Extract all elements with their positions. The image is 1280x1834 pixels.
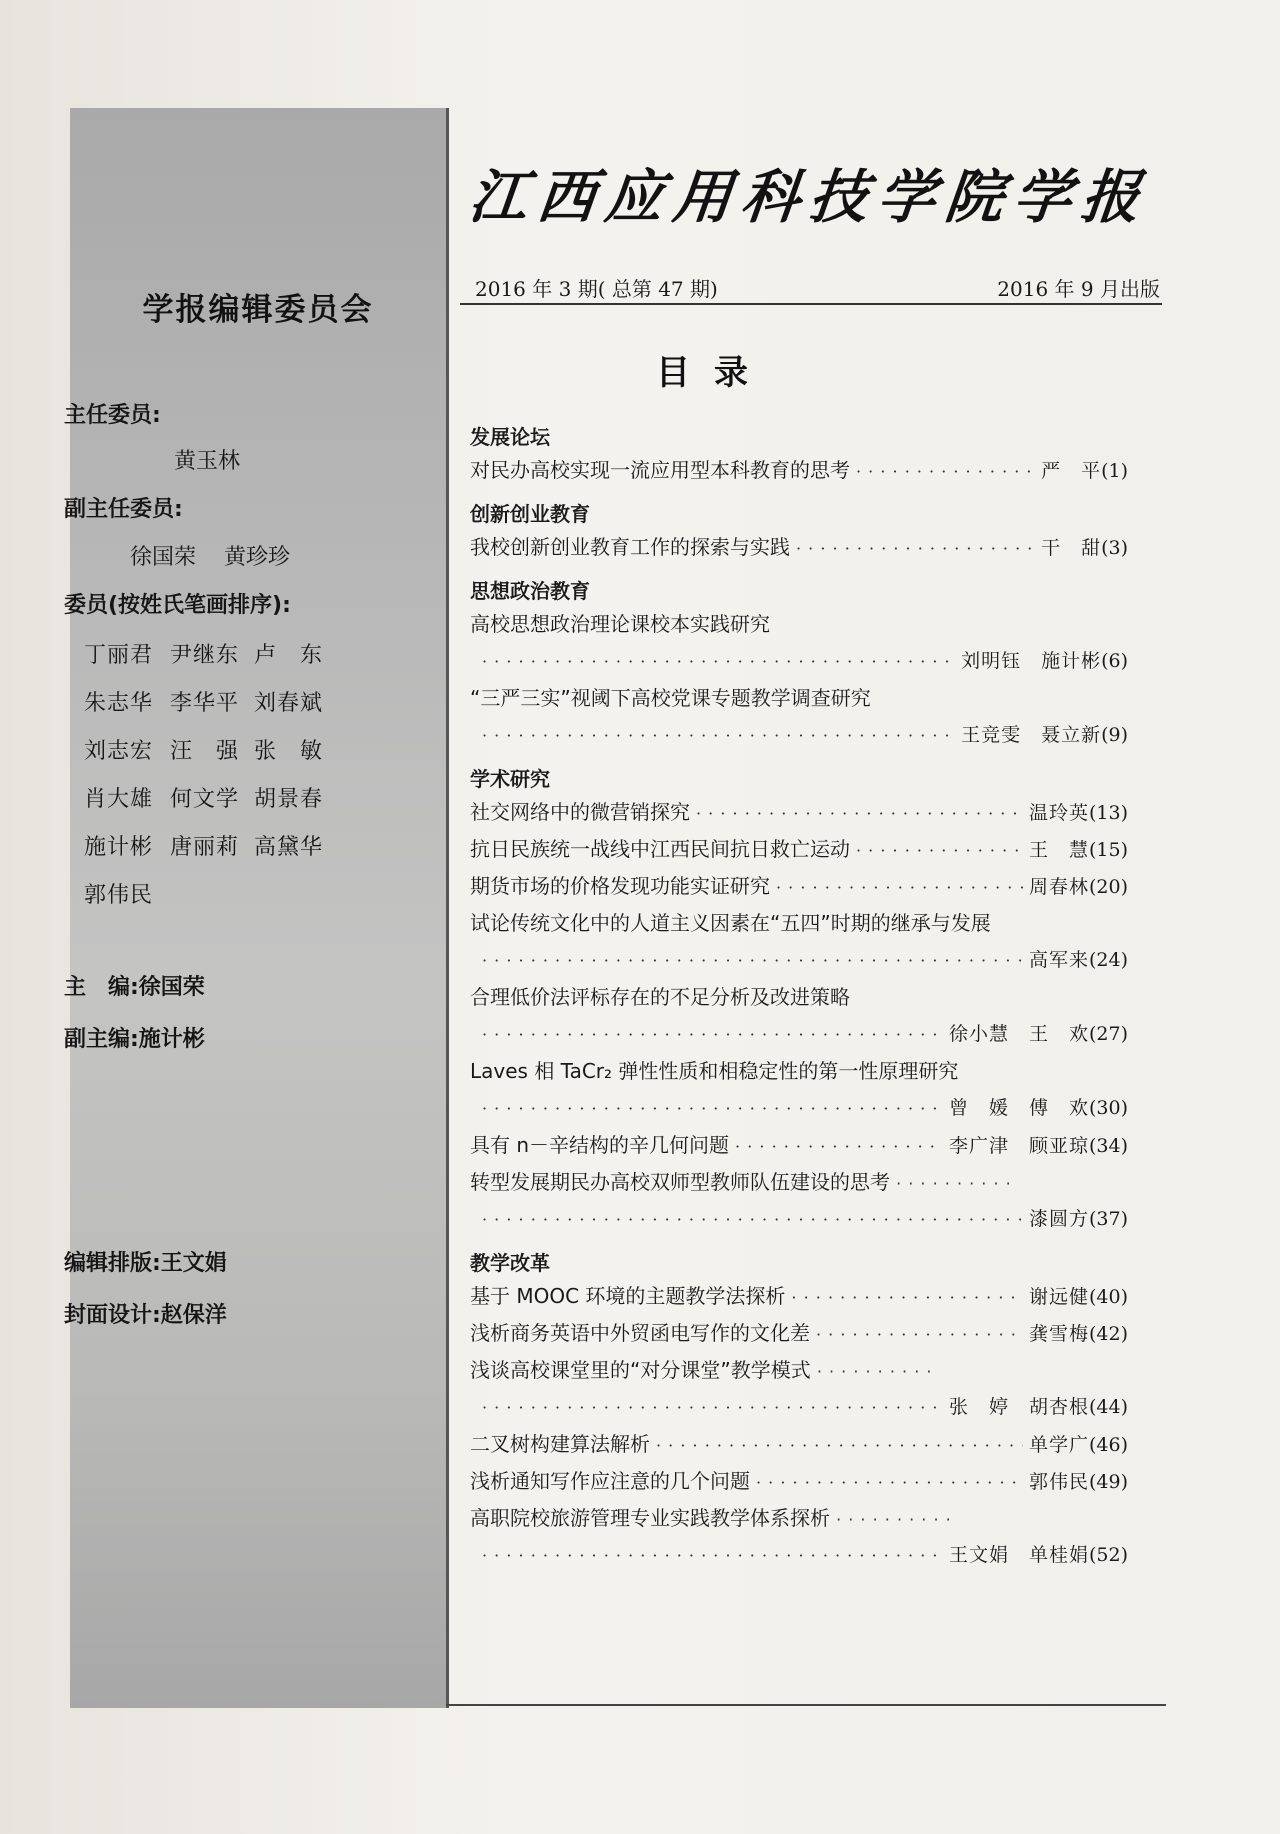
- footer-rule: [446, 1704, 1166, 1706]
- cover-designer: 封面设计:赵保洋: [64, 1303, 227, 1328]
- toc-section-heading: 学术研究: [470, 767, 550, 791]
- article-title: 二叉树构建算法解析: [470, 1432, 650, 1456]
- leader-dots: [656, 1427, 1023, 1464]
- leader-dots: [482, 1201, 1021, 1238]
- article-title: 期货市场的价格发现功能实证研究: [470, 874, 770, 898]
- page-number: (15): [1088, 839, 1128, 861]
- leader-dots: [856, 832, 1023, 869]
- page-number: (37): [1088, 1208, 1128, 1230]
- committee-member: 何文学: [170, 787, 240, 812]
- toc-entry[interactable]: [470, 1500, 1128, 1574]
- page-number: (20): [1088, 876, 1128, 898]
- article-title: “三严三实”视阈下高校党课专题教学调查研究: [470, 686, 871, 710]
- article-author: 漆圆方: [1028, 1208, 1089, 1230]
- issue-number: 2016 年 3 期( 总第 47 期): [475, 277, 718, 301]
- layout-editor: 编辑排版:王文娟: [64, 1251, 227, 1276]
- article-author: 周春林: [1028, 876, 1089, 898]
- committee-member: 张 敏: [254, 739, 324, 764]
- page-number: (42): [1088, 1323, 1128, 1345]
- committee-member: 尹继东: [170, 643, 240, 668]
- committee-title: 学报编辑委员会: [142, 292, 374, 328]
- toc-heading: 目录: [656, 353, 772, 393]
- toc-entry[interactable]: [470, 979, 1128, 1053]
- leader-dots: [482, 942, 1021, 979]
- leader-dots: [756, 1464, 1023, 1501]
- toc-entry[interactable]: [470, 529, 1128, 566]
- vice-director-label: 副主任委员:: [64, 497, 183, 522]
- article-title: 浅谈高校课堂里的“对分课堂”教学模式: [470, 1358, 811, 1382]
- vice-director-names: 徐国荣 黄珍珍: [130, 545, 290, 570]
- article-author: 谢远健: [1028, 1286, 1089, 1308]
- article-title: 高校思想政治理论课校本实践研究: [470, 612, 770, 636]
- committee-member: 卢 东: [254, 643, 324, 668]
- committee-member: 刘志宏: [84, 739, 154, 764]
- leader-dots: [796, 530, 1035, 567]
- article-title: 基于 MOOC 环境的主题教学法探析: [470, 1284, 786, 1308]
- article-title: Laves 相 TaCr₂ 弹性性质和相稳定性的第一性原理研究: [470, 1059, 959, 1083]
- leader-dots: [791, 1279, 1023, 1316]
- leader-dots: [856, 453, 1035, 490]
- article-author: 李广津 顾亚琼: [948, 1135, 1089, 1157]
- toc-entry[interactable]: [470, 1278, 1128, 1315]
- leader-dots: [482, 643, 953, 680]
- deputy-editor: 副主编:施计彬: [64, 1027, 205, 1052]
- article-author: 刘明钰 施计彬: [961, 650, 1102, 672]
- committee-member: 高黛华: [254, 835, 324, 860]
- article-author: 干 甜: [1041, 537, 1102, 559]
- toc-entry[interactable]: [470, 1127, 1128, 1164]
- committee-member: 肖大雄: [84, 787, 154, 812]
- committee-member: 汪 强: [170, 739, 240, 764]
- toc-section-heading: 发展论坛: [470, 425, 550, 449]
- journal-title: 江西应用科技学院学报: [465, 163, 1154, 231]
- committee-member: 胡景春: [254, 787, 324, 812]
- article-title: 转型发展期民办高校双师型教师队伍建设的思考: [470, 1170, 890, 1194]
- toc-entry[interactable]: [470, 1053, 1128, 1127]
- leader-dots: · · · · · · · · · ·: [810, 1362, 933, 1381]
- leader-dots: [735, 1128, 943, 1165]
- article-title: 社交网络中的微营销探究: [470, 800, 690, 824]
- committee-member: 唐丽莉: [170, 835, 240, 860]
- table-of-contents: [470, 420, 1128, 1574]
- members-label: 委员(按姓氏笔画排序):: [64, 593, 291, 618]
- toc-entry[interactable]: [470, 868, 1128, 905]
- toc-entry[interactable]: [470, 1426, 1128, 1463]
- director-name: 黄玉林: [174, 449, 241, 474]
- toc-section-heading: 思想政治教育: [470, 579, 590, 603]
- toc-entry[interactable]: [470, 794, 1128, 831]
- leader-dots: [482, 1016, 941, 1053]
- chief-editor: 主 编:徐国荣: [64, 975, 205, 1000]
- article-title: 对民办高校实现一流应用型本科教育的思考: [470, 458, 850, 482]
- article-author: 徐小慧 王 欢: [948, 1023, 1089, 1045]
- page-number: (9): [1101, 724, 1128, 746]
- page-number: (34): [1088, 1135, 1128, 1157]
- toc-entry[interactable]: [470, 1315, 1128, 1352]
- page-number: (46): [1088, 1434, 1128, 1456]
- toc-entry[interactable]: [470, 606, 1128, 680]
- toc-entry[interactable]: [470, 452, 1128, 489]
- article-author: 王 慧: [1028, 839, 1089, 861]
- article-title: 抗日民族统一战线中江西民间抗日救亡运动: [470, 837, 850, 861]
- header-rule: [460, 303, 1162, 305]
- article-author: 温玲英: [1028, 802, 1089, 824]
- leader-dots: [482, 1537, 941, 1574]
- leader-dots: [482, 717, 953, 754]
- leader-dots: · · · · · · · · · ·: [830, 1510, 952, 1529]
- article-author: 郭伟民: [1028, 1471, 1089, 1493]
- toc-entry[interactable]: [470, 680, 1128, 754]
- leader-dots: [696, 795, 1023, 832]
- toc-entry[interactable]: [470, 905, 1128, 979]
- article-author: 严 平: [1041, 460, 1102, 482]
- committee-member: 朱志华: [84, 691, 154, 716]
- toc-section-heading: 教学改革: [470, 1251, 550, 1275]
- article-author: 高军来: [1028, 949, 1089, 971]
- article-author: 王文娟 单桂娟: [948, 1544, 1089, 1566]
- leader-dots: [482, 1389, 941, 1426]
- leader-dots: [816, 1316, 1023, 1353]
- director-label: 主任委员:: [64, 403, 161, 428]
- page-number: (6): [1101, 650, 1128, 672]
- toc-entry[interactable]: [470, 1352, 1128, 1426]
- committee-member: 李华平: [170, 691, 240, 716]
- article-title: 高职院校旅游管理专业实践教学体系探析: [470, 1506, 830, 1530]
- toc-entry[interactable]: [470, 831, 1128, 868]
- toc-entry[interactable]: [470, 1164, 1128, 1238]
- page-number: (1): [1101, 460, 1128, 482]
- page-number: (49): [1088, 1471, 1128, 1493]
- article-title: 浅析通知写作应注意的几个问题: [470, 1469, 750, 1493]
- article-title: 我校创新创业教育工作的探索与实践: [470, 535, 790, 559]
- page-number: (30): [1088, 1097, 1128, 1119]
- toc-section-heading: 创新创业教育: [470, 502, 590, 526]
- article-author: 单学广: [1028, 1434, 1089, 1456]
- article-author: 王竞雯 聂立新: [961, 724, 1102, 746]
- leader-dots: [482, 1090, 941, 1127]
- article-author: 龚雪梅: [1028, 1323, 1089, 1345]
- page-number: (44): [1088, 1396, 1128, 1418]
- page-number: (3): [1101, 537, 1128, 559]
- article-title: 具有 n－辛结构的辛几何问题: [470, 1133, 730, 1157]
- article-author: 曾 媛 傅 欢: [948, 1097, 1089, 1119]
- article-title: 浅析商务英语中外贸函电写作的文化差: [470, 1321, 810, 1345]
- page-number: (24): [1088, 949, 1128, 971]
- page-number: (40): [1088, 1286, 1128, 1308]
- page-number: (27): [1088, 1023, 1128, 1045]
- leader-dots: · · · · · · · · · ·: [890, 1174, 1012, 1193]
- leader-dots: [776, 869, 1023, 906]
- publication-date: 2016 年 9 月出版: [997, 277, 1160, 301]
- article-title: 合理低价法评标存在的不足分析及改进策略: [470, 985, 850, 1009]
- article-author: 张 婷 胡杏根: [948, 1396, 1089, 1418]
- article-title: 试论传统文化中的人道主义因素在“五四”时期的继承与发展: [470, 911, 991, 935]
- toc-entry[interactable]: [470, 1463, 1128, 1500]
- page-number: (52): [1088, 1544, 1128, 1566]
- committee-member: 郭伟民: [84, 883, 154, 908]
- committee-member: 刘春斌: [254, 691, 324, 716]
- page-number: (13): [1088, 802, 1128, 824]
- committee-member: 丁丽君: [84, 643, 154, 668]
- committee-member: 施计彬: [84, 835, 154, 860]
